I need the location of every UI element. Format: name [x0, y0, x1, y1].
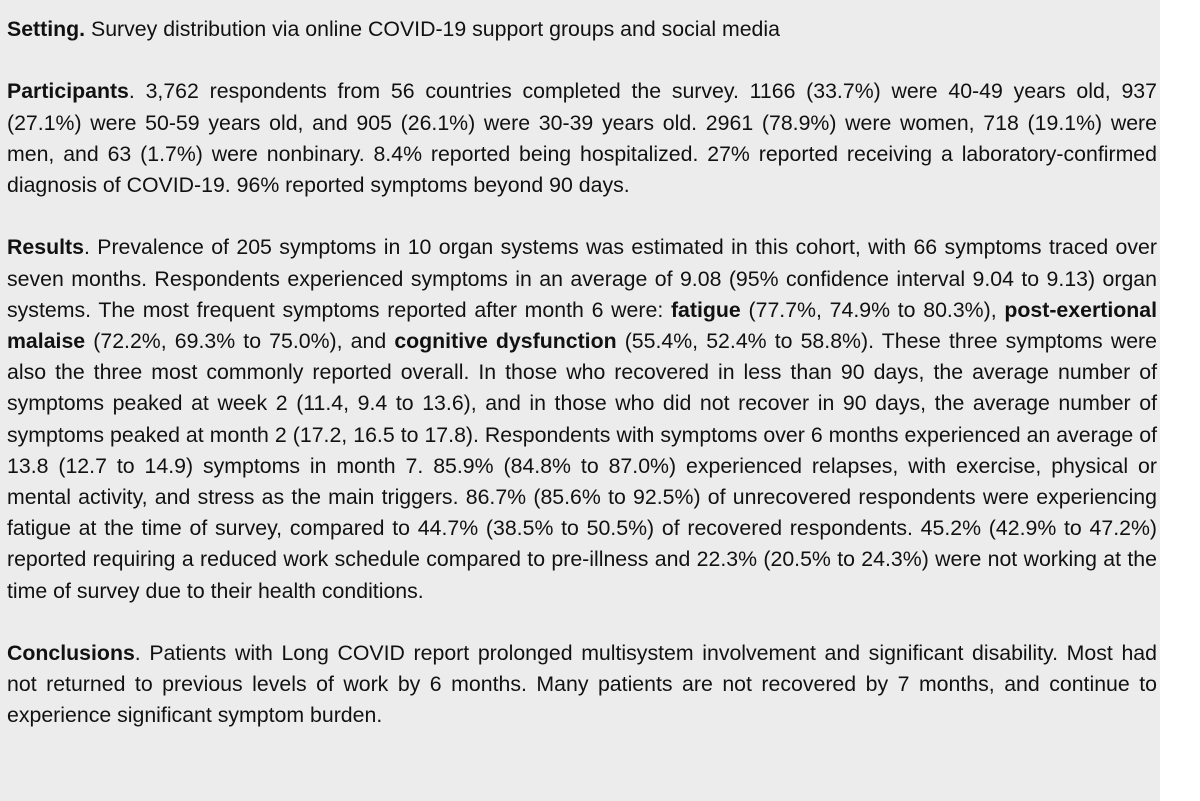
conclusions-label: Conclusions	[7, 641, 135, 666]
setting-paragraph	[7, 14, 1157, 45]
conclusions-paragraph	[7, 638, 1157, 732]
results-keyword-fatigue: fatigue	[670, 297, 741, 322]
results-keyword-cognitive-dysfunction: cognitive dysfunction	[394, 329, 617, 353]
results-paragraph	[7, 232, 1157, 606]
participants-text: . 3,762 respondents from 56 countries completed the survey. 1166 (33.7%) were 40-49 years old, 937 (27.1%) were 50-59 years old, and 905 (26.1%) were 30-39 years old. 2961 (78.9%) were women, 718 (19.1%) were men, and 63 (1.7%) were nonbinary. 8.4% reported being hospitalized. 27% reported receiving a laboratory-confirmed diagnosis of COVID-19. 96% reported symptoms beyond 90 days.	[7, 79, 1157, 197]
participants-paragraph	[7, 76, 1157, 201]
results-text-2: (77.7%, 74.9% to 80.3%),	[740, 297, 1005, 322]
setting-text: Survey distribution via online COVID-19 support groups and social media	[85, 17, 780, 41]
abstract-content	[7, 14, 1157, 732]
results-text-4: (55.4%, 52.4% to 58.8%). These three symptoms were also the three most commonly reported overall. In those who recovered in less than 90 days, the average number of symptoms peaked at week 2 (11.4, 9.4 to 13.6), and in those who did not recover in 90 days, the average number of symptoms peaked at month 2 (17.2, 16.5 to 17.8). Respondents with symptoms over 6 months experienced an average of 13.8 (12.7 to 14.9) symptoms in month 7. 85.9% (84.8% to 87.0%) experienced relapses, with exercise, physical or mental activity, and stress as the main triggers. 86.7% (85.6% to 92.5%) of unrecovered respondents were experiencing fatigue at the time of survey, compared to 44.7% (38.5% to 50.5%) of recovered respondents. 45.2% (42.9% to 47.2%) reported requiring a reduced work schedule compared to pre-illness and 22.3% (20.5% to 24.3%) were not working at the time of survey due to their health conditions.	[7, 329, 1157, 603]
results-text-3: (72.2%, 69.3% to 75.0%), and	[85, 329, 395, 353]
results-label: Results	[7, 235, 84, 260]
setting-label: Setting.	[7, 17, 86, 41]
participants-label: Participants	[7, 79, 129, 104]
results-text-1: . Prevalence of 205 symptoms in 10 organ systems was estimated in this cohort, with 66 symptoms traced over seven months. Respondents experienced symptoms in an average of 9.08 (95% confidence interval 9.04 to 9.13) organ systems. The most frequent symptoms reported after month 6 were:	[7, 235, 1157, 322]
conclusions-text: . Patients with Long COVID report prolonged multisystem involvement and significant disability. Most had not returned to previous levels of work by 6 months. Many patients are not recovered by 7 months, and continue to experience significant symptom burden.	[7, 641, 1157, 728]
results-keyword-post-exertional-malaise: post-exertional malaise	[7, 297, 1158, 353]
